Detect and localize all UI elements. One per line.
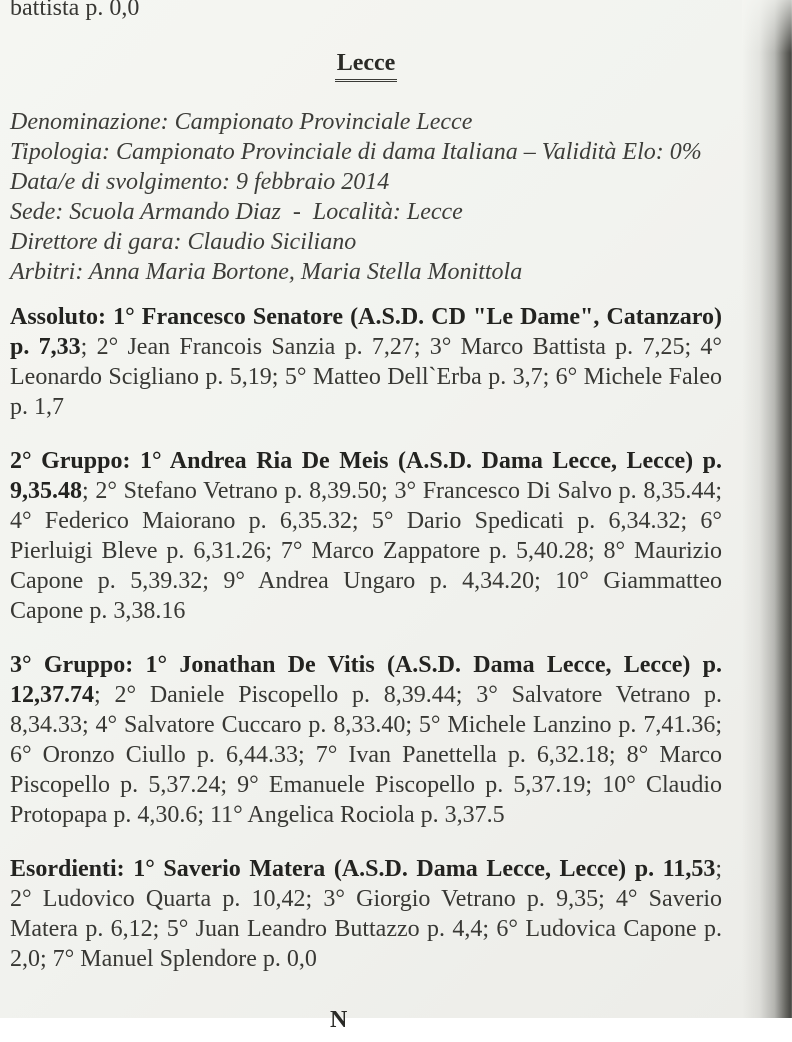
next-section-heading-partial: N [330,1007,348,1033]
city-section-title: Lecce [335,48,398,82]
scan-edge-shadow-fade [742,0,792,53]
tournament-info-block [10,107,722,287]
info-line-data-svolgimento: Data/e di svolgimento: 9 febbraio 2014 [10,169,390,195]
scan-edge-shadow [742,0,792,1018]
results-paragraph-gruppo-2 [10,446,722,626]
results-paragraph-gruppo-3 [10,650,722,830]
results-paragraph-esordienti [10,854,722,974]
results-gruppo-2-winner-bold: 2° Gruppo: 1° Andrea Ria De Meis (A.S.D. Dama Lecce, Lecce) p. 9,35.48 [10,448,722,504]
page-content [10,0,722,974]
results-gruppo-2-placings: ; 2° Stefano Vetrano p. 8,39.50; 3° Francesco Di Salvo p. 8,35.44; 4° Federico Maiorano p. 6,35.32; 5° Dario Spedicati p. 6,34.32; 6° Pierluigi Bleve p. 6,31.26; 7° Marco Zappatore p. 5,40.28; 8° Maurizio Capone p. 5,39.32; 9° Andrea Ungaro p. 4,34.20; 10° Giammatteo Capone p. 3,38.16 [10,478,722,624]
info-line-denominazione: Denominazione: Campionato Provinciale Lecce [10,109,473,135]
info-line-direttore-di-gara: Direttore di gara: Claudio Siciliano [10,229,357,255]
results-gruppo-3-placings: ; 2° Daniele Piscopello p. 8,39.44; 3° Salvatore Vetrano p. 8,34.33; 4° Salvatore Cuccaro p. 8,33.40; 5° Michele Lanzino p. 7,41.36; 6° Oronzo Ciullo p. 6,44.33; 7° Ivan Panettella p. 6,32.18; 8° Marco Piscopello p. 5,37.24; 9° Emanuele Piscopello p. 5,37.19; 10° Claudio Protopapa p. 4,30.6; 11° Angelica Rociola p. 3,37.5 [10,682,722,828]
results-esordienti-placings: ; 2° Ludovico Quarta p. 10,42; 3° Giorgio Vetrano p. 9,35; 4° Saverio Matera p. 6,12; 5° Juan Leandro Buttazzo p. 4,4; 6° Ludovica Capone p. 2,0; 7° Manuel Splendore p. 0,0 [10,856,722,972]
info-line-tipologia: Tipologia: Campionato Provinciale di dama Italiana – Validità Elo: 0% [10,139,702,165]
results-assoluto-placings: ; 2° Jean Francois Sanzia p. 7,27; 3° Marco Battista p. 7,25; 4° Leonardo Scigliano p. 5,19; 5° Matteo Dell`Erba p. 3,7; 6° Michele Faleo p. 1,7 [10,334,722,420]
results-assoluto-winner-bold: Assoluto: 1° Francesco Senatore (A.S.D. CD "Le Dame", Catanzaro) p. 7,33 [10,304,722,360]
results-esordienti-winner-bold: Esordienti: 1° Saverio Matera (A.S.D. Dama Lecce, Lecce) p. 11,53 [10,856,716,882]
city-section-heading [10,48,722,82]
info-line-arbitri: Arbitri: Anna Maria Bortone, Maria Stella Monittola [10,259,523,285]
info-line-sede-localita: Sede: Scuola Armando Diaz - Località: Lecce [10,199,463,225]
results-paragraph-assoluto [10,302,722,422]
previous-result-partial-line: battista p. 0,0 [10,0,140,21]
results-gruppo-3-winner-bold: 3° Gruppo: 1° Jonathan De Vitis (A.S.D. Dama Lecce, Lecce) p. 12,37.74 [10,652,722,708]
